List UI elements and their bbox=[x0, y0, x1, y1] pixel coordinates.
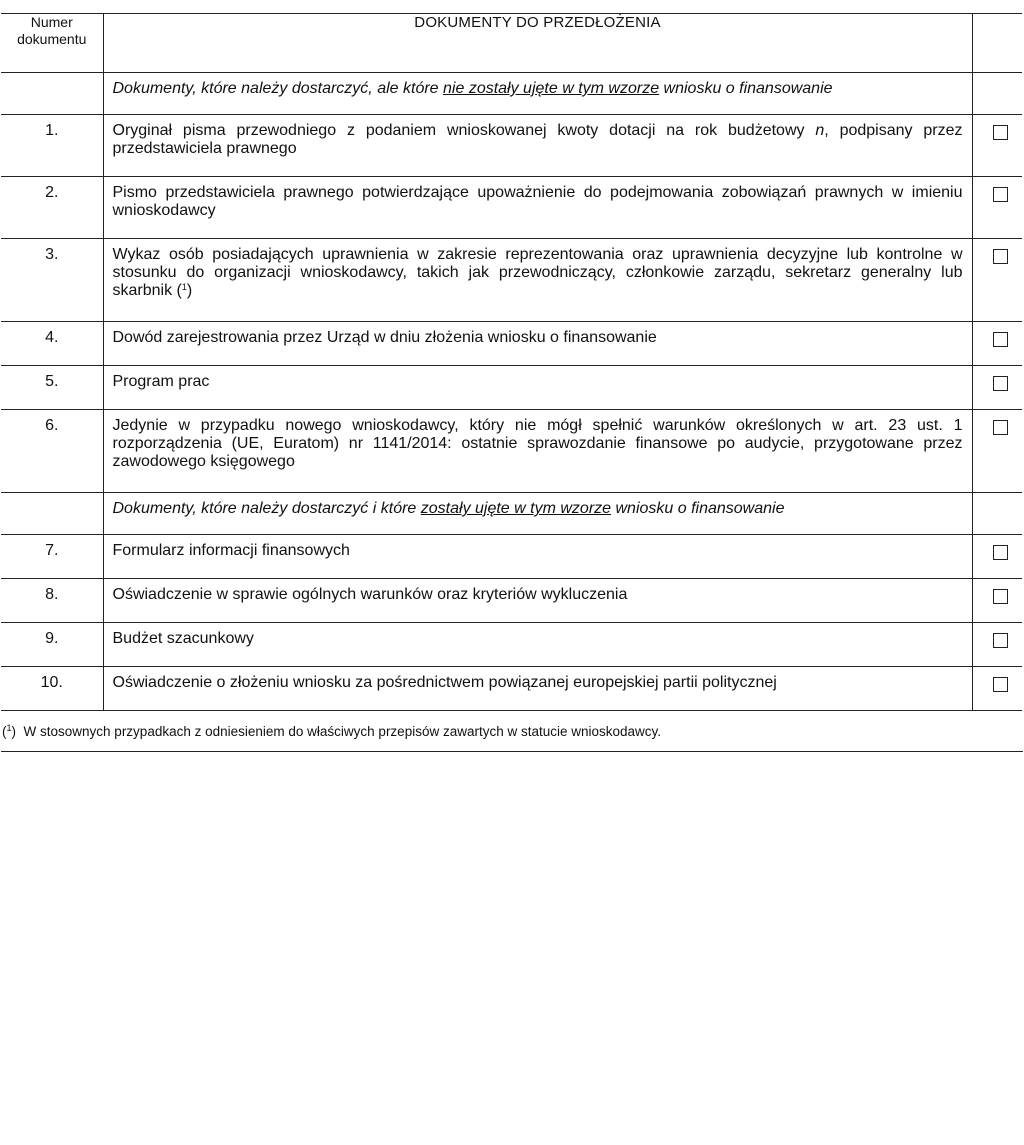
section-check-cell bbox=[972, 493, 1022, 535]
section-number-cell bbox=[1, 493, 103, 535]
footnote-text: W stosownych przypadkach z odniesieniem do właściwych przepisów zawartych w statucie wnioskodawcy. bbox=[23, 724, 662, 739]
checkbox-column-header bbox=[972, 14, 1022, 73]
table-row bbox=[1, 410, 1022, 493]
row-number: 4. bbox=[1, 322, 103, 366]
row-check-cell bbox=[972, 667, 1022, 711]
section-text-before: Dokumenty, które należy dostarczyć, ale które bbox=[112, 80, 444, 97]
row-number: 6. bbox=[1, 410, 103, 493]
section-row-included bbox=[1, 493, 1022, 535]
row-description bbox=[103, 239, 972, 322]
checkbox[interactable] bbox=[993, 249, 1008, 264]
footnote bbox=[1, 711, 1023, 752]
table-header-row bbox=[1, 14, 1022, 73]
row-check-cell bbox=[972, 410, 1022, 493]
documents-table bbox=[1, 13, 1022, 711]
row-check-cell bbox=[972, 623, 1022, 667]
row-check-cell bbox=[972, 535, 1022, 579]
row-description: Jedynie w przypadku nowego wnioskodawcy, który nie mógł spełnić warunków określonych w art. 23 ust. 1 rozporządzenia (UE, Euratom) nr 1141/2014: ostatnie sprawozdanie finansowe po audycie, przygotowane przez zawodowego księgowego bbox=[103, 410, 972, 493]
table-row bbox=[1, 115, 1022, 177]
row-check-cell bbox=[972, 177, 1022, 239]
section-row-not-included bbox=[1, 73, 1022, 115]
section-text-after: wniosku o finansowanie bbox=[659, 80, 833, 97]
footnote-reference: 1 bbox=[181, 282, 187, 292]
section-heading-included bbox=[103, 493, 972, 535]
table-row bbox=[1, 667, 1022, 711]
document bbox=[1, 13, 1022, 752]
table-row bbox=[1, 535, 1022, 579]
checkbox[interactable] bbox=[993, 125, 1008, 140]
checkbox[interactable] bbox=[993, 633, 1008, 648]
row-text-part: Oryginał pisma przewodniego z podaniem wnioskowanej kwoty dotacji na rok budżetowy bbox=[112, 122, 816, 139]
section-text-underlined: zostały ujęte w tym wzorze bbox=[420, 500, 612, 517]
row-number: 2. bbox=[1, 177, 103, 239]
row-text-italic: n bbox=[815, 122, 825, 139]
table-row bbox=[1, 623, 1022, 667]
table-row bbox=[1, 366, 1022, 410]
footnote-mark: 1 bbox=[6, 723, 12, 733]
row-number: 3. bbox=[1, 239, 103, 322]
section-text-after: wniosku o finansowanie bbox=[611, 500, 785, 517]
row-check-cell bbox=[972, 322, 1022, 366]
checkbox[interactable] bbox=[993, 420, 1008, 435]
table-row bbox=[1, 177, 1022, 239]
row-number: 9. bbox=[1, 623, 103, 667]
row-description: Pismo przedstawiciela prawnego potwierdzające upoważnienie do podejmowania zobowiązań prawnych w imieniu wnioskodawcy bbox=[103, 177, 972, 239]
row-text-part: Wykaz osób posiadających uprawnienia w zakresie reprezentowania oraz uprawnienia decyzyjne lub kontrolne w stosunku do organizacji wnioskodawcy, takich jak przewodniczący, członkowie zarządu, sekretarz generalny lub skarbnik ( bbox=[112, 246, 963, 299]
footnote-close-paren: ) bbox=[11, 724, 17, 739]
row-check-cell bbox=[972, 239, 1022, 322]
number-column-header bbox=[1, 14, 103, 73]
row-number: 10. bbox=[1, 667, 103, 711]
row-description bbox=[103, 115, 972, 177]
row-check-cell bbox=[972, 579, 1022, 623]
section-text-underlined: nie zostały ujęte w tym wzorze bbox=[443, 80, 660, 97]
number-header-line1: Numer bbox=[30, 14, 73, 30]
row-description: Budżet szacunkowy bbox=[103, 623, 972, 667]
row-number: 8. bbox=[1, 579, 103, 623]
checkbox[interactable] bbox=[993, 376, 1008, 391]
section-text-before: Dokumenty, które należy dostarczyć i które bbox=[112, 500, 421, 517]
row-number: 1. bbox=[1, 115, 103, 177]
row-number: 5. bbox=[1, 366, 103, 410]
table-row bbox=[1, 239, 1022, 322]
table-row bbox=[1, 579, 1022, 623]
row-description: Formularz informacji finansowych bbox=[103, 535, 972, 579]
checkbox[interactable] bbox=[993, 589, 1008, 604]
row-description: Program prac bbox=[103, 366, 972, 410]
checkbox[interactable] bbox=[993, 332, 1008, 347]
checkbox[interactable] bbox=[993, 677, 1008, 692]
row-description: Oświadczenie w sprawie ogólnych warunków oraz kryteriów wykluczenia bbox=[103, 579, 972, 623]
row-check-cell bbox=[972, 115, 1022, 177]
table-row bbox=[1, 322, 1022, 366]
row-text-part: , podpisany przez przedstawiciela prawnego bbox=[112, 122, 963, 157]
footnote-open-paren: ( bbox=[2, 724, 7, 739]
section-heading-not-included bbox=[103, 73, 972, 115]
section-number-cell bbox=[1, 73, 103, 115]
checkbox[interactable] bbox=[993, 545, 1008, 560]
section-check-cell bbox=[972, 73, 1022, 115]
row-description: Dowód zarejestrowania przez Urząd w dniu złożenia wniosku o finansowanie bbox=[103, 322, 972, 366]
row-description: Oświadczenie o złożeniu wniosku za pośrednictwem powiązanej europejskiej partii politycznej bbox=[103, 667, 972, 711]
table-title: DOKUMENTY DO PRZEDŁOŻENIA bbox=[103, 14, 972, 73]
number-header-line2: dokumentu bbox=[17, 31, 87, 47]
row-number: 7. bbox=[1, 535, 103, 579]
row-check-cell bbox=[972, 366, 1022, 410]
checkbox[interactable] bbox=[993, 187, 1008, 202]
row-text-part: ) bbox=[186, 282, 193, 299]
